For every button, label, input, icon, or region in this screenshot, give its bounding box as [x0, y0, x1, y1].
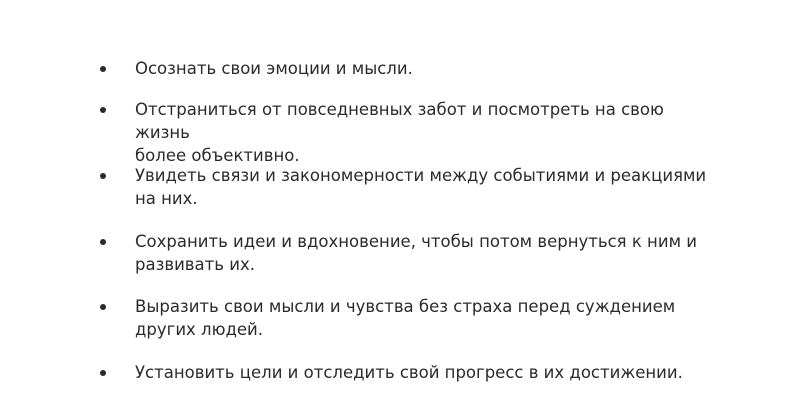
list-item-text: Выразить свои мысли и чувства без страха перед суждением других людей. [135, 297, 676, 339]
list-item [100, 230, 720, 276]
list-item [100, 164, 720, 210]
list-item [100, 57, 720, 80]
list-item [100, 295, 720, 341]
bullet-icon [100, 304, 106, 310]
list-item-text: Установить цели и отследить свой прогресс в их достижении. [135, 363, 683, 382]
list-item-text: Сохранить идеи и вдохновение, чтобы потом вернуться к ним и развивать их. [135, 232, 697, 274]
list-item-text: Увидеть связи и закономерности между событиями и реакциями на них. [135, 166, 707, 208]
list-item [100, 361, 720, 384]
list-item-text: Отстраниться от повседневных забот и посмотреть на свою жизнь более объективно. [135, 100, 664, 165]
bullet-icon [100, 107, 106, 113]
list-item-text: Осознать свои эмоции и мысли. [135, 59, 413, 78]
list-item [100, 98, 720, 167]
bullet-icon [100, 239, 106, 245]
bullet-icon [100, 66, 106, 72]
bullet-icon [100, 173, 106, 179]
bullet-icon [100, 370, 106, 376]
